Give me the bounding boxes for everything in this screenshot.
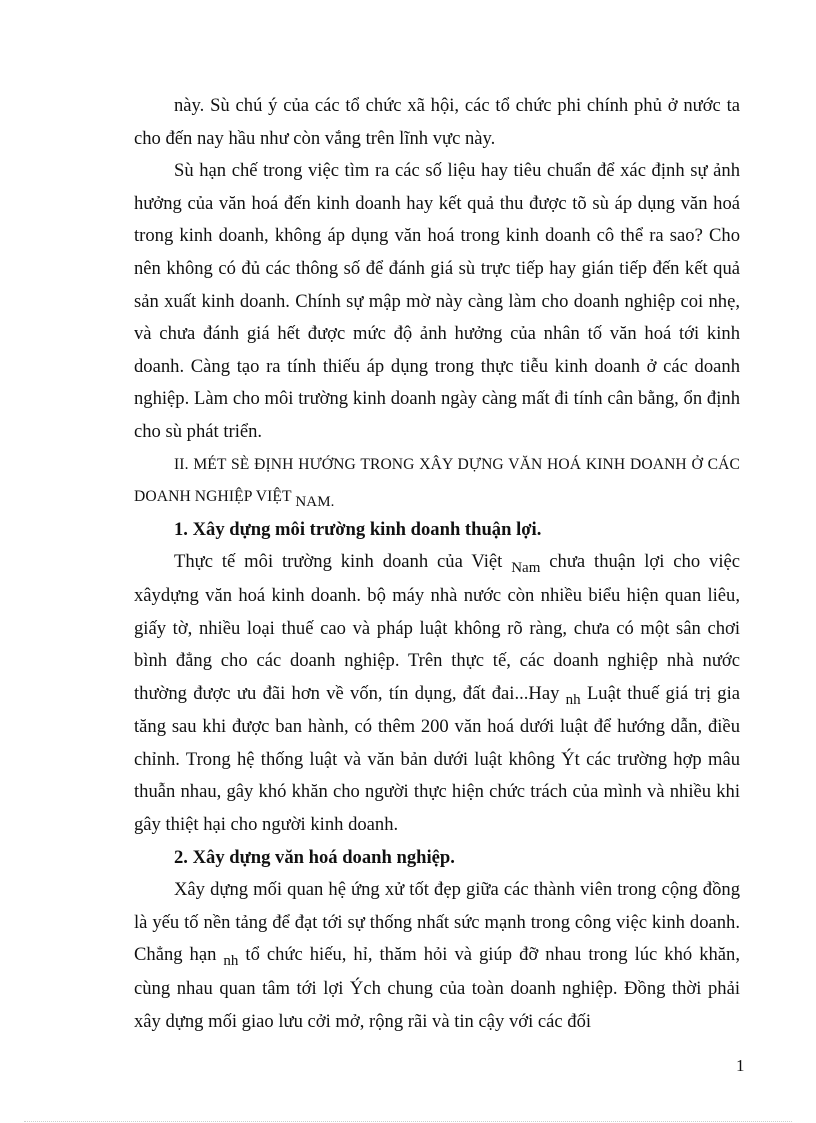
paragraph-3-part-a: Thực tế môi trường kinh doanh của Việt [174, 551, 503, 573]
section-heading-last-word: NAM. [295, 494, 335, 511]
page-bottom-divider [24, 1121, 792, 1122]
paragraph-3-nh: nh [565, 691, 581, 708]
section-heading-text: II. MÉT SÈ ĐỊNH HƯỚNG TRONG XÂY DỰNG VĂN HOÁ KINH DOANH Ở CÁC DOANH NGHIỆP VIỆT [134, 455, 740, 506]
document-body [134, 90, 740, 1038]
paragraph-4-part-b: tổ chức hiếu, hỉ, thăm hỏi và giúp đỡ nhau trong lúc khó khăn, cùng nhau quan tâm tới lợi Ých chung của toàn doanh nghiệp. Đồng thời phải xây dựng mối giao lưu cởi mở, rộng rãi và tin cậy với các đối [134, 944, 740, 1032]
subheading-1: 1. Xây dựng môi trường kinh doanh thuận lợi. [174, 518, 542, 540]
subheading-2: 2. Xây dựng văn hoá doanh nghiệp. [174, 846, 455, 868]
page-number: 1 [736, 1056, 745, 1075]
paragraph-4 [134, 874, 740, 1038]
paragraph-4-nh: nh [223, 953, 239, 970]
paragraph-3-part-c: Luật thuế giá trị gia tăng sau khi được ban hành, có thêm 200 văn hoá dưới luật để hướng dẫn, điều chỉnh. Trong hệ thống luật và văn bản dưới luật không Ýt các trường hợp mâu thuẫn nhau, gây khó khăn cho người thực hiện chức trách của mình và nhiều khi gây thiệt hại cho người kinh doanh. [134, 682, 740, 836]
paragraph-3-part-b: chưa thuận lợi cho việc xâydựng văn hoá kinh doanh. bộ máy nhà nước còn nhiều biểu hiện quan liêu, giấy tờ, nhiều loại thuế cao và pháp luật không rõ ràng, chưa có một sân chơi bình đẳng cho các doanh nghiệp. Trên thực tế, các doanh nghiệp nhà nước thường được ưu đãi hơn về vốn, tín dụng, đất đai...Hay [134, 551, 741, 704]
paragraph-2: Sù hạn chế trong việc tìm ra các số liệu hay tiêu chuẩn để xác định sự ảnh hưởng của văn hoá đến kinh doanh hay kết quả thu được tõ sù áp dụng văn hoá trong kinh doanh, không áp dụng văn hoá trong kinh doanh cô thể ra sao? Cho nên không có đủ các thông số để đánh giá sù trực tiếp hay gián tiếp đến kết quả sản xuất kinh doanh. Chính sự mập mờ này càng làm cho doanh nghiệp coi nhẹ, và chưa đánh giá hết được mức độ ảnh hưởng của nhân tố văn hoá tới kinh doanh. Càng tạo ra tính thiếu áp dụng trong thực tiễu kinh doanh ở các doanh nghiệp. Làm cho môi trường kinh doanh ngày càng mất đi tính cân bằng, ổn định cho sù phát triển. [134, 160, 740, 442]
paragraph-3-nam: Nam [511, 560, 541, 577]
paragraph-4-part-a: Xây dựng mối quan hệ ứng xử tốt đẹp giữa các thành viên trong cộng đồng là yếu tố nền tảng để đạt tới sự thống nhất sức mạnh trong công việc kinh doanh. Chẳng hạn [134, 879, 740, 966]
paragraph-3 [134, 546, 740, 841]
section-heading-ii [134, 449, 740, 514]
paragraph-1: này. Sù chú ý của các tổ chức xã hội, các tổ chức phi chính phủ ở nước ta cho đến nay hầu như còn vắng trên lĩnh vực này. [134, 95, 740, 149]
